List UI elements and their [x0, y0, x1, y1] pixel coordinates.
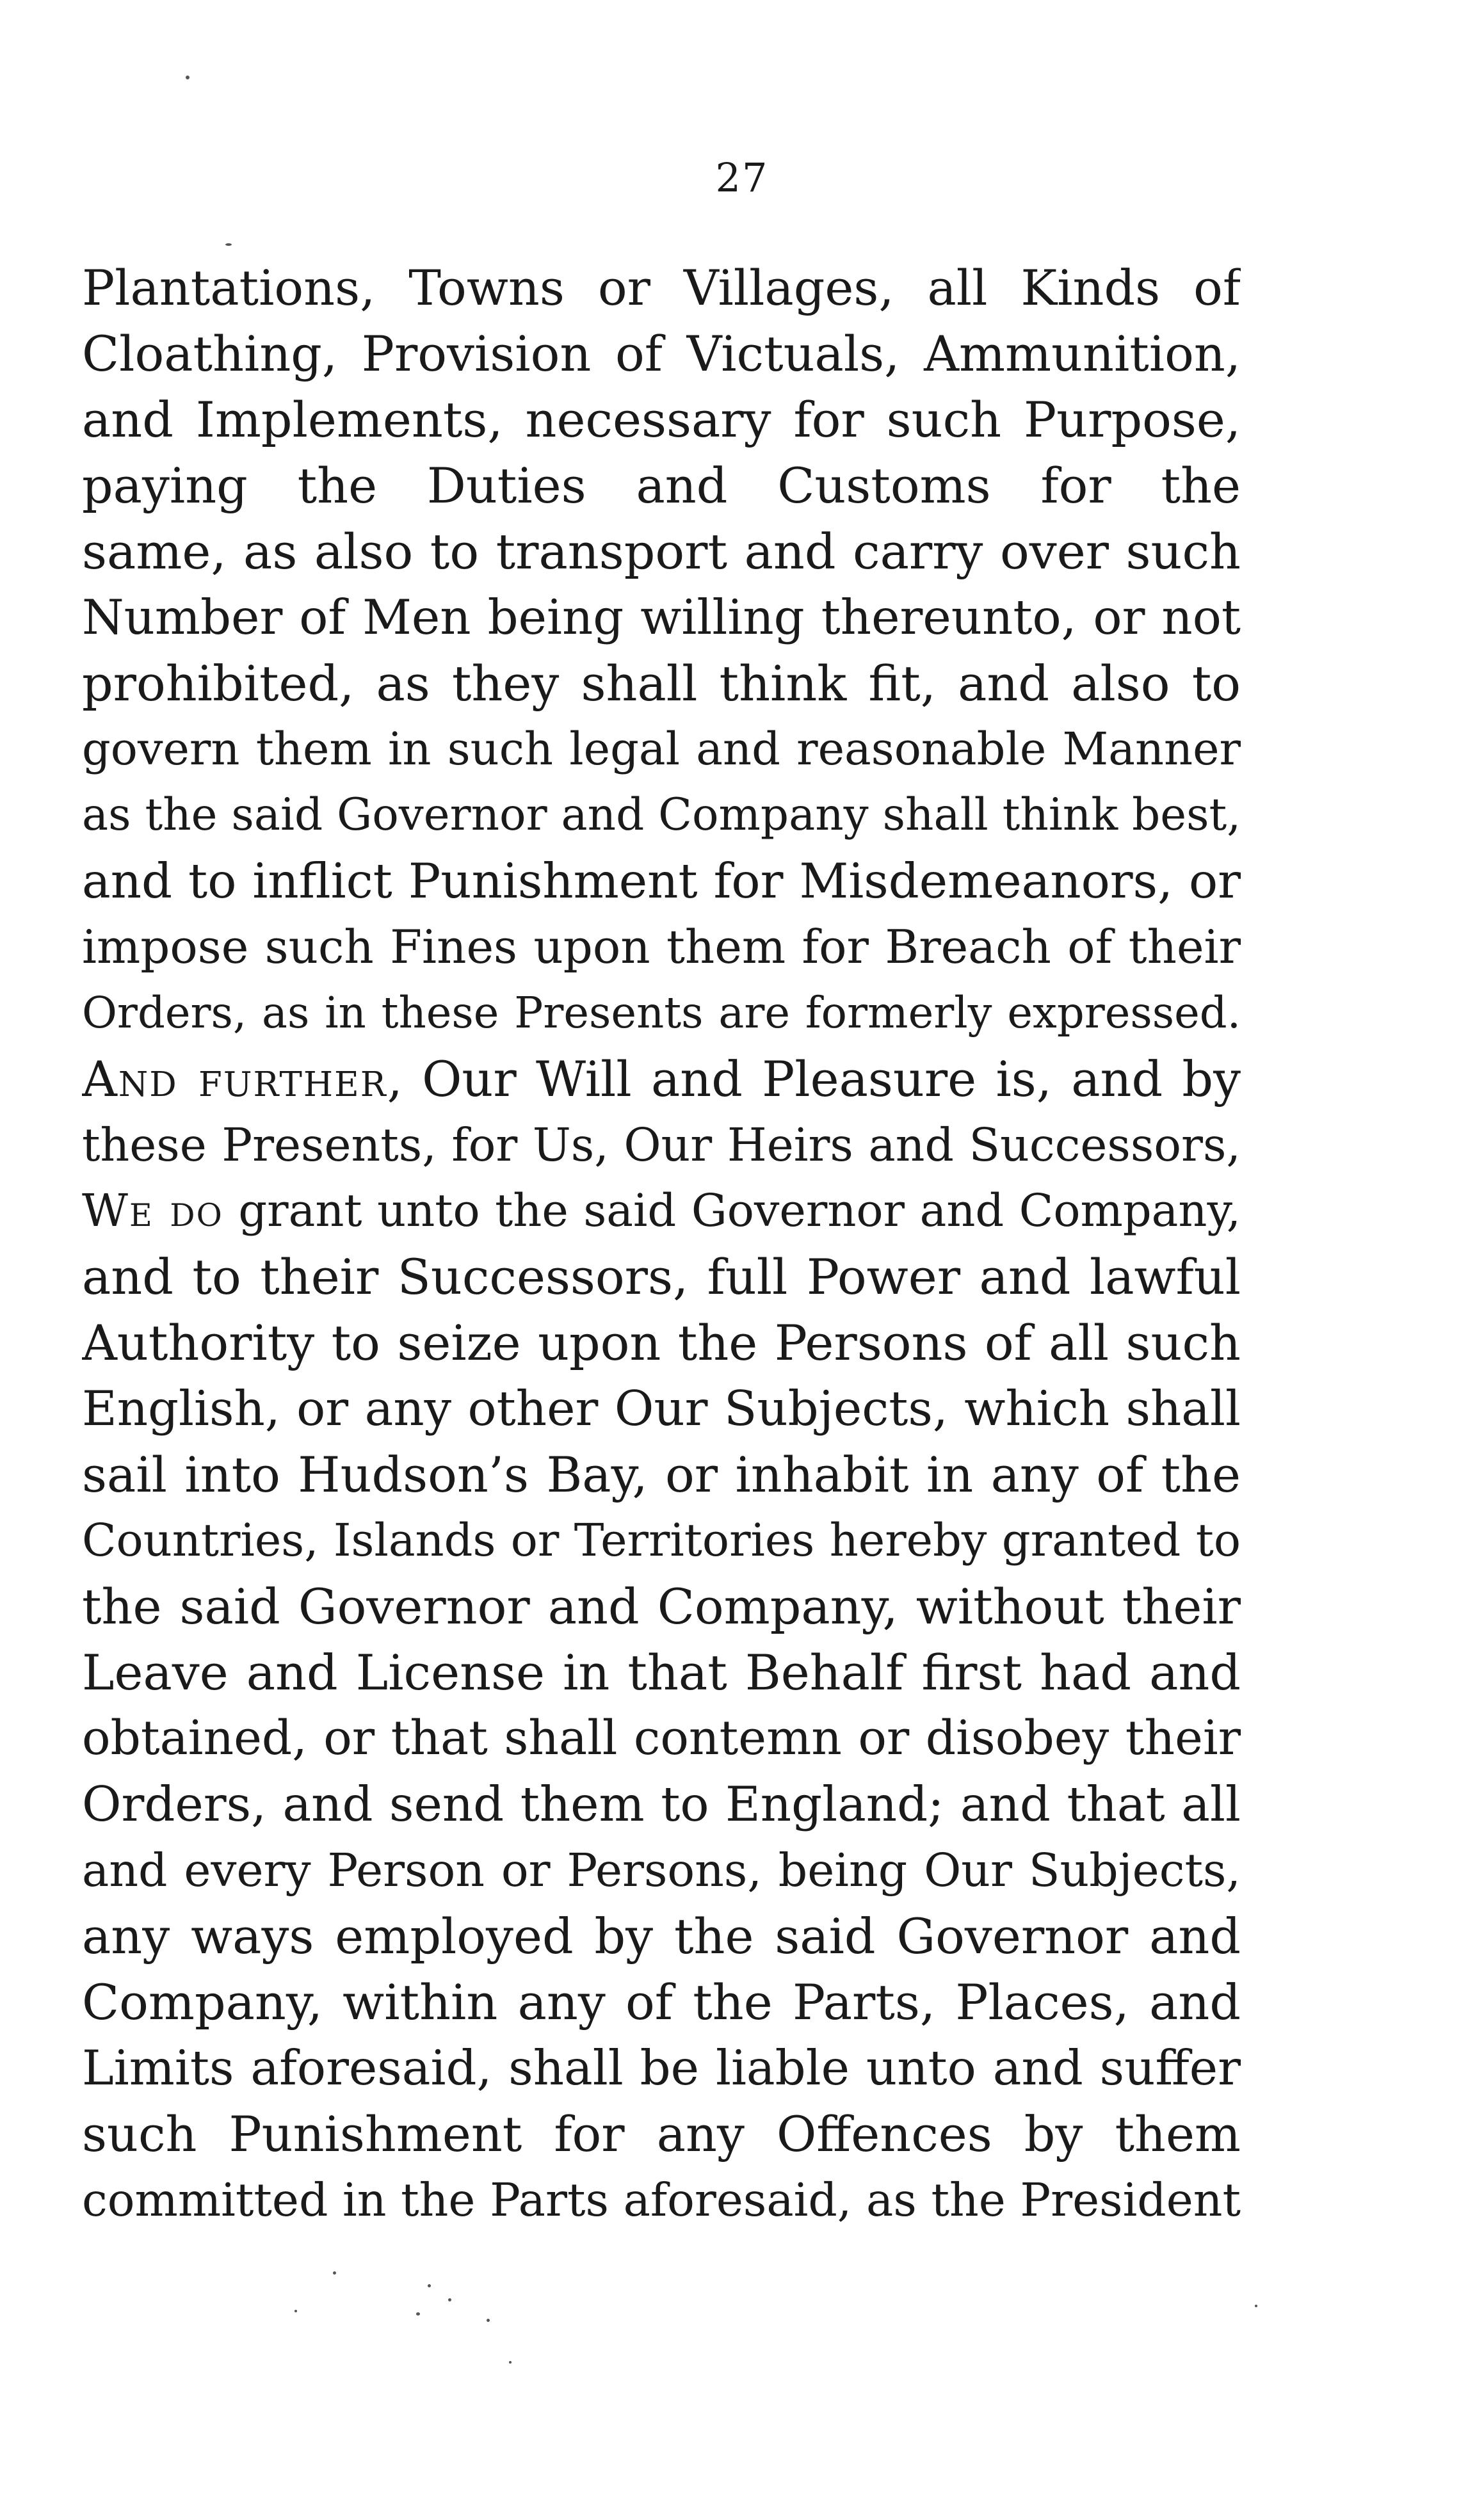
text-line: impose such Fines upon them for Breach of their: [82, 920, 1241, 974]
print-speck: [487, 2319, 490, 2322]
text-line: Authority to seize upon the Persons of all such: [82, 1314, 1241, 1371]
text-line: Leave and License in that Behalf first had and: [82, 1644, 1241, 1701]
text-line: Orders, and send them to England; and that all: [82, 1776, 1241, 1832]
print-speck: [333, 2271, 336, 2275]
text-line: English, or any other Our Subjects, which shall: [82, 1380, 1241, 1437]
text-line: Limits aforesaid, shall be liable unto and suffer: [82, 2040, 1241, 2096]
text-line: these Presents, for Us, Our Heirs and Successors,: [82, 1118, 1241, 1172]
text-line: Number of Men being willing thereunto, or not: [82, 589, 1241, 645]
print-speck: [416, 2312, 420, 2316]
print-speck: [428, 2284, 431, 2287]
text-line: Company, within any of the Parts, Places, and: [82, 1974, 1241, 2031]
print-speck: [509, 2361, 512, 2364]
print-speck: [1255, 2305, 1257, 2307]
text-line: paying the Duties and Customs for the: [82, 457, 1241, 514]
text-line: [82, 1178, 1241, 1244]
text-line: Countries, Islands or Territories hereby granted to: [82, 1514, 1241, 1567]
text-line: and to inflict Punishment for Misdemeanors, or: [82, 853, 1241, 909]
line-remainder: , Our Will and Pleasure is, and by: [387, 1051, 1241, 1108]
page-number: 27: [715, 154, 769, 201]
text-line: obtained, or that shall contemn or disobey their: [82, 1711, 1241, 1766]
small-caps-lead: And further: [82, 1051, 387, 1108]
text-line: sail into Hudson’s Bay, or inhabit in any of the: [82, 1446, 1241, 1503]
body-text: [82, 255, 1241, 2233]
text-line: such Punishment for any Offences by them: [82, 2106, 1241, 2163]
text-line: prohibited, as they shall think fit, and also to: [82, 655, 1241, 712]
text-line: and to their Successors, full Power and lawful: [82, 1248, 1241, 1305]
text-line: [82, 1046, 1241, 1112]
print-speck: [186, 76, 190, 79]
text-line: the said Governor and Company, without their: [82, 1578, 1241, 1635]
text-line: and every Person or Persons, being Our Subjects,: [82, 1844, 1241, 1897]
text-line: Cloathing, Provision of Victuals, Ammunition,: [82, 325, 1241, 382]
text-line: govern them in such legal and reasonable Manner: [82, 723, 1241, 775]
print-speck: [294, 2310, 297, 2312]
text-line: committed in the Parts aforesaid, as the President: [82, 2173, 1241, 2227]
small-caps-lead: We do: [82, 1184, 223, 1237]
text-line: same, as also to transport and carry over such: [82, 523, 1241, 580]
text-line: Plantations, Towns or Villages, all Kinds of: [82, 259, 1241, 316]
text-line: as the said Governor and Company shall think best,: [82, 789, 1241, 841]
text-line: any ways employed by the said Governor and: [82, 1908, 1241, 1965]
print-speck: [225, 243, 232, 246]
text-line: and Implements, necessary for such Purpose,: [82, 391, 1241, 448]
text-line: Orders, as in these Presents are formerly expressed.: [82, 988, 1241, 1038]
line-remainder: grant unto the said Governor and Company,: [223, 1184, 1241, 1237]
print-speck: [448, 2298, 451, 2301]
